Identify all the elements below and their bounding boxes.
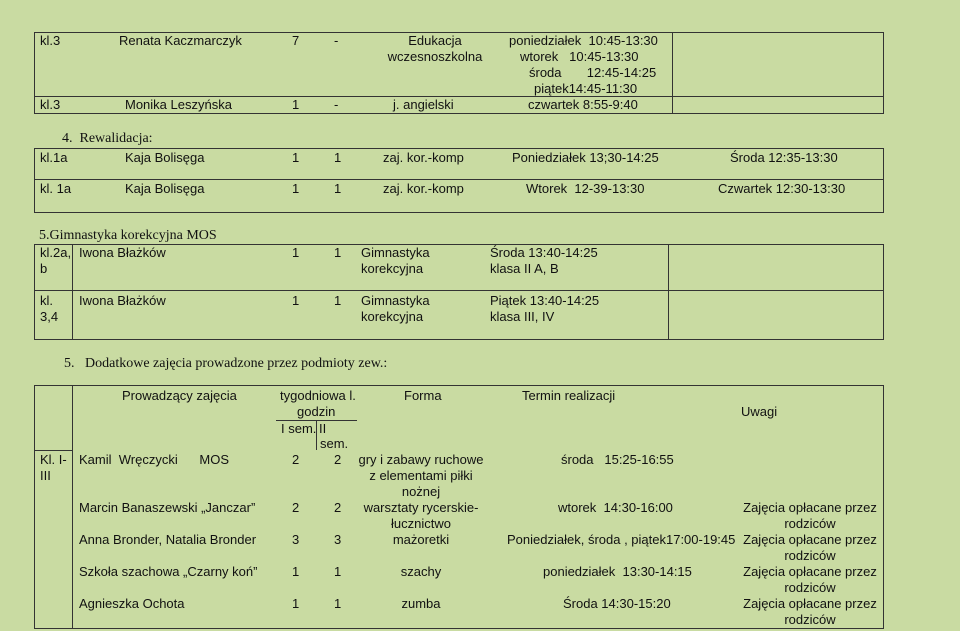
cell-forma: gry i zabawy ruchowe: [358, 452, 484, 467]
cell-class: kl.: [40, 293, 53, 308]
cell-subject: korekcyjna: [361, 261, 424, 276]
cell-n1: 1: [292, 245, 300, 260]
cell-n1: 1: [292, 293, 300, 308]
cell-teacher: Monika Leszyńska: [125, 97, 232, 112]
row-divider: [34, 179, 884, 180]
header-sem2: II: [319, 421, 327, 436]
cell-uwagi: rodziców: [784, 580, 836, 595]
section-heading: 5.Gimnastyka korekcyjna MOS: [39, 228, 217, 243]
cell-uwagi: rodziców: [784, 612, 836, 627]
cell-subject: Edukacja: [408, 33, 462, 48]
col-divider: [672, 32, 673, 114]
cell-n2: 1: [334, 596, 342, 611]
cell-n1: 1: [292, 181, 300, 196]
header-forma: Forma: [404, 388, 442, 403]
cell-time: klasa II A, B: [490, 261, 559, 276]
cell-teacher: Kaja Bolisęga: [125, 181, 205, 196]
cell-n2: 3: [334, 532, 342, 547]
cell-teacher: Agnieszka Ochota: [79, 596, 185, 611]
cell-n2: 1: [334, 150, 342, 165]
cell-n1: 1: [292, 150, 300, 165]
cell-subject: Gimnastyka: [361, 245, 430, 260]
cell-n1: 2: [292, 500, 300, 515]
cell-subject: zaj. kor.-komp: [383, 181, 464, 196]
cell-uwagi: rodziców: [784, 548, 836, 563]
cell-class: kl.3: [40, 33, 61, 48]
cell-forma: nożnej: [401, 484, 441, 499]
cell-subject: Gimnastyka: [361, 293, 430, 308]
cell-class: 3,4: [40, 309, 59, 324]
header-uwagi: Uwagi: [741, 404, 778, 419]
section-heading: 4. Rewalidacja:: [62, 131, 153, 146]
cell-uwagi: Zajęcia opłacane przez: [743, 564, 877, 579]
cell-class: Kl. I-: [40, 452, 67, 467]
cell-n2: -: [334, 33, 339, 48]
cell-termin: Środa 14:30-15:20: [563, 596, 671, 611]
cell-teacher: Kamil Wręczycki MOS: [79, 452, 229, 467]
cell-class: kl.1a: [40, 150, 68, 165]
cell-teacher: Renata Kaczmarczyk: [119, 33, 242, 48]
cell-time: środa 12:45-14:25: [529, 65, 657, 80]
cell-class: kl. 1a: [40, 181, 72, 196]
cell-uwagi: Zajęcia opłacane przez: [743, 500, 877, 515]
cell-forma: warsztaty rycerskie-: [363, 500, 479, 515]
cell-class: b: [40, 261, 48, 276]
cell-n1: 1: [292, 596, 300, 611]
header-prowadzacy: Prowadzący zajęcia: [122, 388, 237, 403]
cell-forma: zumba: [401, 596, 441, 611]
cell-subject: wczesnoszkolna: [387, 49, 483, 64]
cell-uwagi: Zajęcia opłacane przez: [743, 596, 877, 611]
cell-n2: 1: [334, 293, 342, 308]
cell-uwagi: Zajęcia opłacane przez: [743, 532, 877, 547]
header-sem1: I sem.: [281, 421, 317, 436]
header-termin: Termin realizacji: [522, 388, 616, 403]
cell-forma: szachy: [400, 564, 442, 579]
cell-teacher: Iwona Błażków: [79, 245, 166, 260]
cell-teacher: Szkoła szachowa „Czarny koń”: [79, 564, 258, 579]
cell-teacher: Kaja Bolisęga: [125, 150, 205, 165]
cell-forma: mażoretki: [392, 532, 450, 547]
cell-teacher: Anna Bronder, Natalia Bronder: [79, 532, 257, 547]
cell-n1: 7: [292, 33, 300, 48]
cell-termin: Poniedziałek, środa , piątek17:00-19:45: [507, 532, 736, 547]
cell-time: Piątek 13:40-14:25: [490, 293, 600, 308]
row-divider: [34, 450, 72, 451]
cell-subject: zaj. kor.-komp: [383, 150, 464, 165]
cell-forma: łucznictwo: [391, 516, 451, 531]
cell-time: czwartek 8:55-9:40: [528, 97, 638, 112]
cell-teacher: Marcin Banaszewski „Janczar”: [79, 500, 256, 515]
cell-n1: 1: [292, 564, 300, 579]
cell-n1: 3: [292, 532, 300, 547]
cell-n1: 1: [292, 97, 300, 112]
cell-n2: 2: [334, 452, 342, 467]
cell-termin: wtorek 14:30-16:00: [558, 500, 673, 515]
cell-n1: 2: [292, 452, 300, 467]
cell-teacher: Iwona Błażków: [79, 293, 166, 308]
cell-time: wtorek 10:45-13:30: [520, 49, 639, 64]
cell-subject: korekcyjna: [361, 309, 424, 324]
section-heading: 5. Dodatkowe zajęcia prowadzone przez podmioty zew.:: [64, 356, 388, 371]
cell-time: Środa 12:35-13:30: [730, 150, 838, 165]
cell-time: piątek14:45-11:30: [534, 81, 638, 96]
row-divider: [34, 290, 884, 291]
cell-termin: poniedziałek 13:30-14:15: [543, 564, 692, 579]
cell-time: klasa III, IV: [490, 309, 555, 324]
header-sem2: sem.: [320, 436, 349, 451]
cell-n2: 1: [334, 564, 342, 579]
cell-termin: środa 15:25-16:55: [561, 452, 674, 467]
cell-n2: 1: [334, 181, 342, 196]
cell-n2: 1: [334, 245, 342, 260]
cell-class: kl.3: [40, 97, 61, 112]
cell-class: III: [40, 468, 51, 483]
cell-time: Poniedziałek 13;30-14:25: [512, 150, 659, 165]
cell-subject: j. angielski: [393, 97, 454, 112]
cell-time: Środa 13:40-14:25: [490, 245, 598, 260]
cell-time: Wtorek 12-39-13:30: [526, 181, 645, 196]
col-divider: [72, 385, 73, 629]
col-divider: [72, 244, 73, 340]
cell-uwagi: rodziców: [784, 516, 836, 531]
cell-time: Czwartek 12:30-13:30: [718, 181, 846, 196]
cell-forma: z elementami piłki: [369, 468, 473, 483]
cell-time: poniedziałek 10:45-13:30: [509, 33, 658, 48]
cell-class: kl.2a,: [40, 245, 72, 260]
cell-n2: 2: [334, 500, 342, 515]
col-divider: [668, 244, 669, 340]
header-tygodniowa: tygodniowa l.: [280, 388, 356, 403]
cell-n2: -: [334, 97, 339, 112]
header-godzin: godzin: [297, 404, 336, 419]
